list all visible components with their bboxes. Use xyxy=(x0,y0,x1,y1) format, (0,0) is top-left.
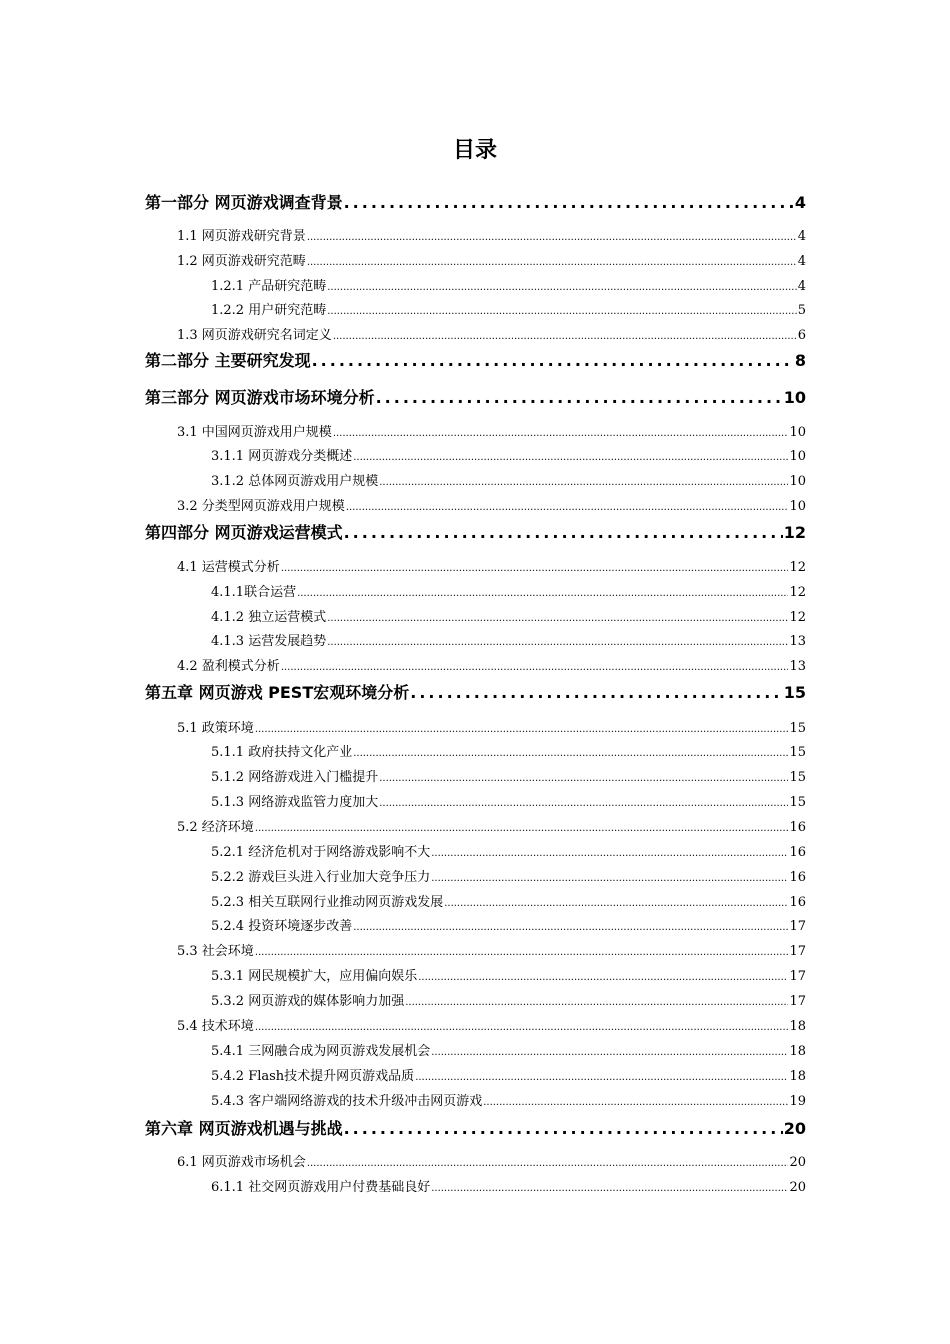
dot-leader xyxy=(353,742,788,765)
dot-leader xyxy=(255,817,789,840)
toc-entry-sub[interactable] xyxy=(211,276,806,298)
toc-entry-page-number: 15 xyxy=(783,683,806,702)
toc-entry-label: 5.4.2 Flash技术提升网页游戏品质 xyxy=(211,1069,415,1084)
toc-entry-page-number: 10 xyxy=(789,474,806,489)
toc-entry-page-number: 18 xyxy=(789,1019,806,1034)
dot-leader xyxy=(346,496,789,519)
toc-entry-page-number: 5 xyxy=(797,303,806,318)
toc-entry-part[interactable] xyxy=(145,680,806,706)
page-title: 目录 xyxy=(452,138,497,163)
dot-leader xyxy=(255,1016,789,1039)
toc-entry-page-number: 12 xyxy=(789,585,806,600)
toc-entry-sub[interactable] xyxy=(211,966,806,988)
toc-entry-sec[interactable] xyxy=(177,1016,806,1038)
toc-entry-sub[interactable] xyxy=(211,742,806,764)
toc-entry-sub[interactable] xyxy=(211,1041,806,1063)
toc-entry-page-number: 17 xyxy=(789,944,806,959)
dot-leader xyxy=(353,916,788,939)
toc-entry-label: 1.2.2 用户研究范畴 xyxy=(211,303,327,318)
toc-entry-part[interactable] xyxy=(145,520,806,546)
toc-entry-page-number: 18 xyxy=(789,1069,806,1084)
toc-entry-sec[interactable] xyxy=(177,422,806,444)
toc-entry-sub[interactable] xyxy=(211,991,806,1013)
dot-leader xyxy=(415,1066,788,1089)
dot-leader xyxy=(379,767,788,790)
toc-entry-label: 第六章 网页游戏机遇与挑战 xyxy=(145,1119,343,1138)
toc-entry-page-number: 20 xyxy=(789,1180,806,1195)
toc-entry-label: 5.1.2 网络游戏进入门槛提升 xyxy=(211,770,379,785)
toc-entry-page-number: 13 xyxy=(789,634,806,649)
dot-leader xyxy=(431,842,788,865)
toc-entry-sec[interactable] xyxy=(177,1152,806,1174)
toc-entry-page-number: 4 xyxy=(797,229,806,244)
toc-entry-label: 第三部分 网页游戏市场环境分析 xyxy=(145,388,375,407)
toc-entry-sec[interactable] xyxy=(177,718,806,740)
toc-entry-label: 5.1.1 政府扶持文化产业 xyxy=(211,745,353,760)
toc-entry-sec[interactable] xyxy=(177,251,806,273)
dot-leader xyxy=(307,1152,789,1175)
toc-entry-label: 3.2 分类型网页游戏用户规模 xyxy=(177,499,345,514)
toc-entry-sub[interactable] xyxy=(211,892,806,914)
toc-entry-page-number: 15 xyxy=(789,745,806,760)
toc-entry-sub[interactable] xyxy=(211,1091,806,1113)
dot-leader xyxy=(431,1041,788,1064)
toc-entry-sub[interactable] xyxy=(211,471,806,493)
toc-entry-page-number: 20 xyxy=(789,1155,806,1170)
dot-leader xyxy=(444,892,788,915)
toc-entry-part[interactable] xyxy=(145,1116,806,1142)
toc-entry-sub[interactable] xyxy=(211,867,806,889)
dot-leader xyxy=(333,422,789,445)
toc-entry-sub[interactable] xyxy=(211,300,806,322)
toc-entry-label: 5.3.1 网民规模扩大，应用偏向娱乐 xyxy=(211,969,418,984)
toc-entry-page-number: 17 xyxy=(789,969,806,984)
dot-leader xyxy=(418,966,788,989)
toc-entry-part[interactable] xyxy=(145,348,806,374)
toc-entry-label: 6.1 网页游戏市场机会 xyxy=(177,1155,306,1170)
toc-entry-sec[interactable] xyxy=(177,496,806,518)
toc-entry-page-number: 12 xyxy=(789,610,806,625)
dot-leader xyxy=(344,1116,783,1142)
toc-entry-page-number: 13 xyxy=(789,659,806,674)
toc-entry-label: 5.1 政策环境 xyxy=(177,721,254,736)
toc-entry-page-number: 15 xyxy=(789,721,806,736)
dot-leader xyxy=(327,631,788,654)
toc-entry-label: 3.1.1 网页游戏分类概述 xyxy=(211,449,353,464)
toc-entry-label: 3.1 中国网页游戏用户规模 xyxy=(177,425,332,440)
toc-entry-page-number: 20 xyxy=(783,1119,806,1138)
toc-entry-label: 5.2.3 相关互联网行业推动网页游戏发展 xyxy=(211,895,444,910)
toc-entry-sec[interactable] xyxy=(177,817,806,839)
toc-entry-page-number: 10 xyxy=(783,388,806,407)
toc-entry-sec[interactable] xyxy=(177,557,806,579)
toc-entry-label: 3.1.2 总体网页游戏用户规模 xyxy=(211,474,379,489)
toc-entry-sub[interactable] xyxy=(211,1066,806,1088)
toc-entry-part[interactable] xyxy=(145,385,806,411)
dot-leader xyxy=(353,446,788,469)
toc-entry-sub[interactable] xyxy=(211,607,806,629)
dot-leader xyxy=(431,1177,788,1200)
toc-entry-sec[interactable] xyxy=(177,656,806,678)
dot-leader xyxy=(307,251,797,274)
dot-leader xyxy=(344,190,794,216)
toc-entry-page-number: 16 xyxy=(789,895,806,910)
toc-entry-page-number: 15 xyxy=(789,795,806,810)
toc-entry-label: 4.1 运营模式分析 xyxy=(177,560,280,575)
toc-entry-page-number: 16 xyxy=(789,870,806,885)
toc-entry-page-number: 12 xyxy=(783,523,806,542)
toc-entry-label: 6.1.1 社交网页游戏用户付费基础良好 xyxy=(211,1180,431,1195)
toc-entry-sub[interactable] xyxy=(211,446,806,468)
toc-entry-label: 第四部分 网页游戏运营模式 xyxy=(145,523,343,542)
toc-entry-sub[interactable] xyxy=(211,631,806,653)
toc-entry-label: 5.4.3 客户端网络游戏的技术升级冲击网页游戏 xyxy=(211,1094,483,1109)
toc-entry-page-number: 10 xyxy=(789,425,806,440)
toc-entry-label: 第五章 网页游戏 PEST宏观环境分析 xyxy=(145,683,410,702)
toc-entry-sub[interactable] xyxy=(211,767,806,789)
toc-entry-sub[interactable] xyxy=(211,582,806,604)
toc-entry-label: 5.2.4 投资环境逐步改善 xyxy=(211,919,353,934)
dot-leader xyxy=(379,471,788,494)
toc-entry-label: 1.2 网页游戏研究范畴 xyxy=(177,254,306,269)
toc-entry-page-number: 8 xyxy=(794,351,806,370)
dot-leader xyxy=(483,1091,788,1114)
toc-entry-sub[interactable] xyxy=(211,792,806,814)
toc-entry-sub[interactable] xyxy=(211,842,806,864)
toc-entry-label: 4.1.2 独立运营模式 xyxy=(211,610,327,625)
toc-entry-label: 1.2.1 产品研究范畴 xyxy=(211,279,327,294)
toc-entry-page-number: 19 xyxy=(789,1094,806,1109)
toc-entry-page-number: 18 xyxy=(789,1044,806,1059)
toc-entry-part[interactable] xyxy=(145,190,806,216)
toc-entry-label: 5.3.2 网页游戏的媒体影响力加强 xyxy=(211,994,405,1009)
dot-leader xyxy=(405,991,788,1014)
toc-entry-page-number: 16 xyxy=(789,845,806,860)
toc-entry-sub[interactable] xyxy=(211,1177,806,1199)
toc-entry-label: 5.1.3 网络游戏监管力度加大 xyxy=(211,795,379,810)
toc-entry-label: 1.1 网页游戏研究背景 xyxy=(177,229,306,244)
toc-entry-label: 1.3 网页游戏研究名词定义 xyxy=(177,328,332,343)
toc-entry-page-number: 17 xyxy=(789,919,806,934)
toc-entry-sub[interactable] xyxy=(211,916,806,938)
toc-entry-label: 5.2.1 经济危机对于网络游戏影响不大 xyxy=(211,845,431,860)
toc-entry-label: 4.2 盈利模式分析 xyxy=(177,659,280,674)
toc-entry-sec[interactable] xyxy=(177,941,806,963)
toc-entry-label: 第二部分 主要研究发现 xyxy=(145,351,311,370)
toc-entry-page-number: 4 xyxy=(794,193,806,212)
toc-entry-page-number: 12 xyxy=(789,560,806,575)
toc-entry-label: 4.1.3 运营发展趋势 xyxy=(211,634,327,649)
dot-leader xyxy=(333,325,797,348)
toc-entry-label: 5.4.1 三网融合成为网页游戏发展机会 xyxy=(211,1044,431,1059)
toc-entry-label: 5.2.2 游戏巨头进入行业加大竞争压力 xyxy=(211,870,431,885)
dot-leader xyxy=(281,557,789,580)
toc-entry-sec[interactable] xyxy=(177,226,806,248)
toc-entry-sec[interactable] xyxy=(177,325,806,347)
dot-leader xyxy=(379,792,788,815)
dot-leader xyxy=(327,607,788,630)
toc-entry-label: 5.2 经济环境 xyxy=(177,820,254,835)
toc-entry-label: 5.3 社会环境 xyxy=(177,944,254,959)
dot-leader xyxy=(431,867,788,890)
dot-leader xyxy=(297,582,788,605)
dot-leader xyxy=(376,385,783,411)
dot-leader xyxy=(281,656,789,679)
dot-leader xyxy=(327,276,797,299)
dot-leader xyxy=(410,680,782,706)
dot-leader xyxy=(255,941,789,964)
toc-entry-label: 5.4 技术环境 xyxy=(177,1019,254,1034)
dot-leader xyxy=(312,348,794,374)
toc-entry-label: 第一部分 网页游戏调查背景 xyxy=(145,193,343,212)
dot-leader xyxy=(255,718,789,741)
toc-entry-label: 4.1.1联合运营 xyxy=(211,585,297,600)
toc-entry-page-number: 6 xyxy=(797,328,806,343)
toc-entry-page-number: 17 xyxy=(789,994,806,1009)
dot-leader xyxy=(307,226,797,249)
toc-entry-page-number: 10 xyxy=(789,449,806,464)
toc-entry-page-number: 10 xyxy=(789,499,806,514)
toc-entry-page-number: 4 xyxy=(797,279,806,294)
dot-leader xyxy=(327,300,797,323)
toc-entry-page-number: 16 xyxy=(789,820,806,835)
dot-leader xyxy=(344,520,783,546)
toc-entry-page-number: 4 xyxy=(797,254,806,269)
toc-entry-page-number: 15 xyxy=(789,770,806,785)
